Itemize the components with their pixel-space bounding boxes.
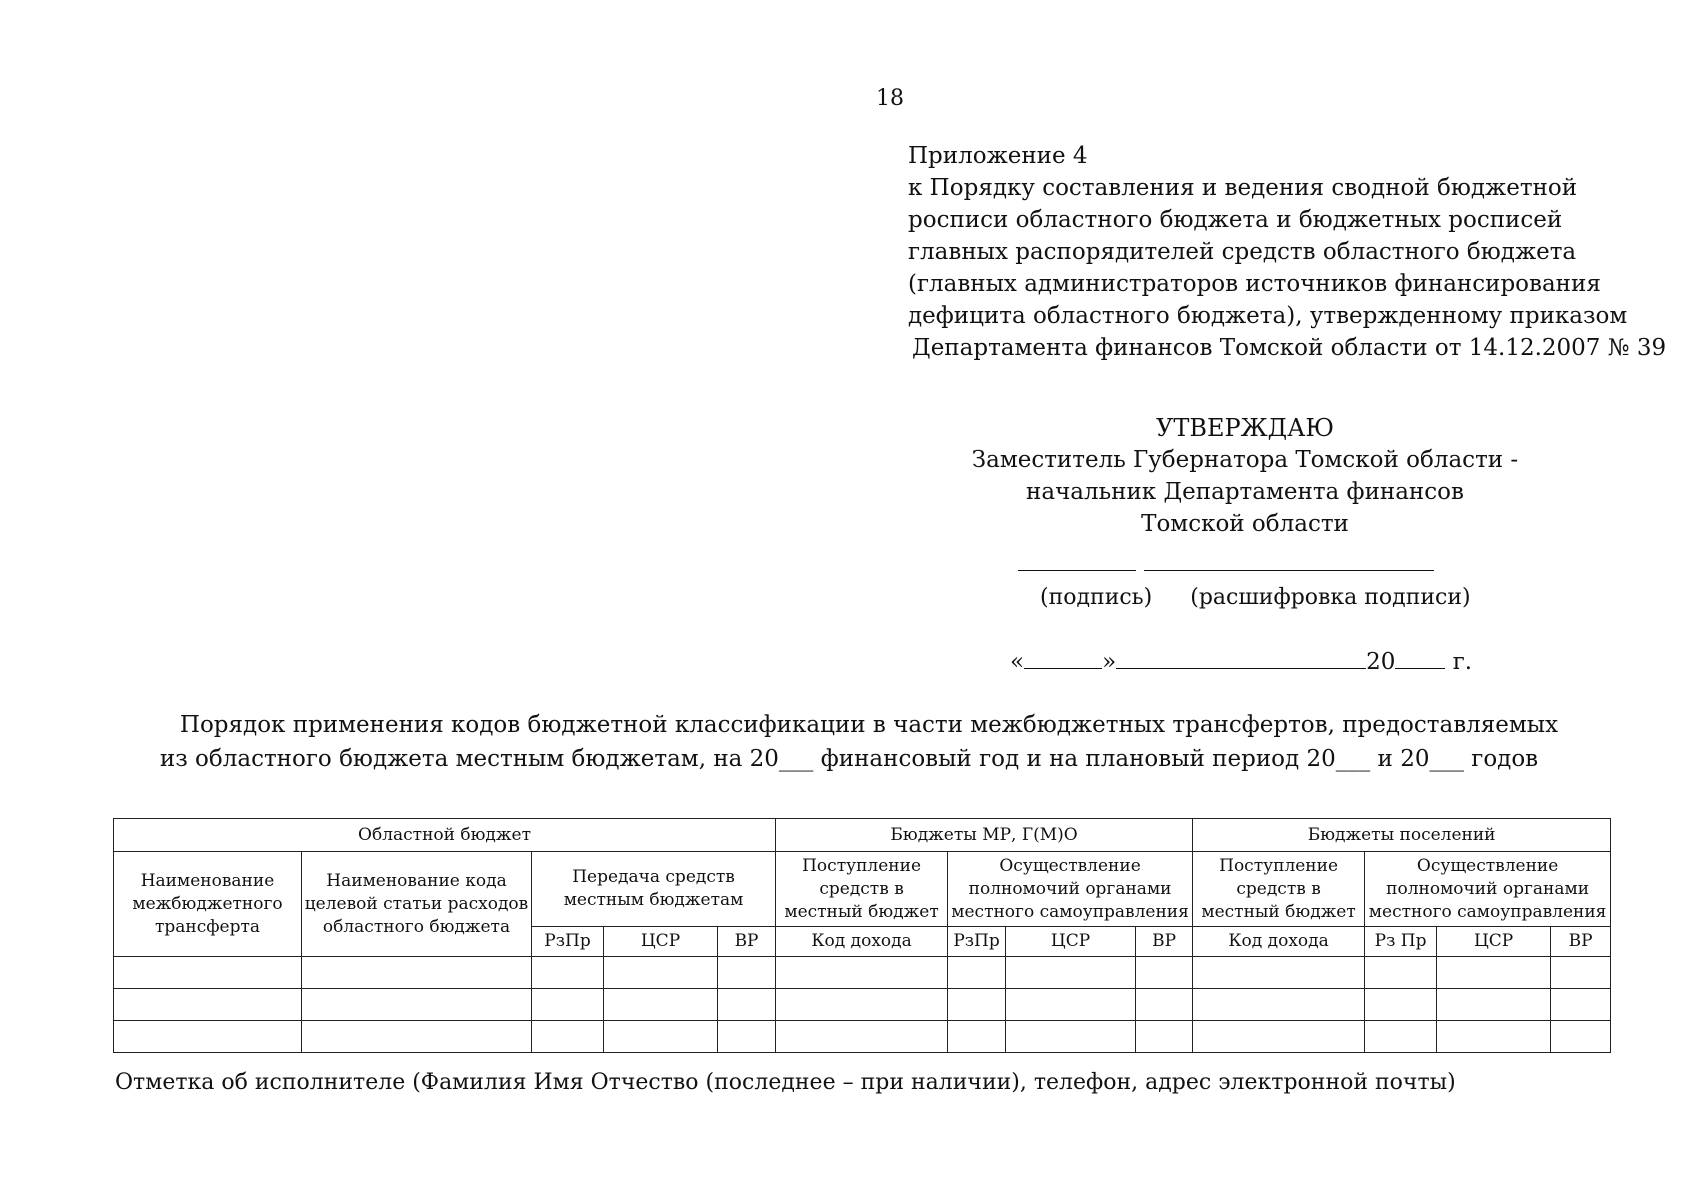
title-line: из областного бюджета местным бюджетам, на 20___ финансовый год и на плановый период 20___ и 20___ годов	[159, 746, 1539, 772]
date-open-quote: «	[1010, 649, 1025, 675]
table-cell[interactable]	[776, 989, 948, 1021]
appendix-line: Департамента финансов Томской области от 14.12.2007 № 39	[912, 335, 1667, 361]
table-cell[interactable]	[1136, 957, 1193, 989]
title-line: Порядок применения кодов бюджетной классификации в части межбюджетных трансфертов, предоставляемых	[179, 712, 1559, 738]
table-cell[interactable]	[776, 1021, 948, 1053]
appendix-reference	[908, 140, 1668, 364]
table-group-header-row	[114, 819, 1611, 852]
approval-date	[1010, 648, 1472, 675]
table-cell[interactable]	[114, 989, 302, 1021]
table-cell[interactable]	[532, 989, 604, 1021]
appendix-line: (главных администраторов источников финансирования	[908, 271, 1601, 297]
table-cell[interactable]	[1006, 989, 1136, 1021]
table-cell[interactable]	[1365, 1021, 1437, 1053]
signature-caption: (подпись)	[1040, 585, 1153, 610]
table-cell[interactable]	[1365, 957, 1437, 989]
table-cell[interactable]	[302, 989, 532, 1021]
table-cell[interactable]	[1193, 957, 1365, 989]
signature-lines	[0, 570, 1698, 572]
table-cell[interactable]	[302, 957, 532, 989]
table-cell[interactable]	[1437, 1021, 1551, 1053]
table-cell[interactable]	[604, 989, 718, 1021]
signature-field[interactable]	[1018, 570, 1136, 571]
table-cell[interactable]	[718, 957, 776, 989]
table-cell[interactable]	[1551, 1021, 1611, 1053]
header-settlements-revenue: Поступление средств в местный бюджет	[1193, 852, 1365, 927]
header-target-item-name: Наименование кода целевой статьи расходов областного бюджета	[302, 852, 532, 957]
executor-note: Отметка об исполнителе (Фамилия Имя Отчество (последнее – при наличии), телефон, адрес электронной почты)	[115, 1070, 1456, 1095]
table-cell[interactable]	[1437, 989, 1551, 1021]
header-code: РзПр	[948, 927, 1006, 957]
appendix-line: Приложение 4	[908, 143, 1088, 169]
header-mr-powers: Осуществление полномочий органами местного самоуправления	[948, 852, 1193, 927]
header-code: Рз Пр	[1365, 927, 1437, 957]
table-cell[interactable]	[948, 957, 1006, 989]
year-prefix: 20	[1366, 649, 1396, 675]
group-header-settlements: Бюджеты поселений	[1193, 819, 1611, 852]
approver-position-line: Заместитель Губернатора Томской области -	[971, 447, 1519, 473]
header-transfer-to-local: Передача средств местным бюджетам	[532, 852, 776, 927]
group-header-oblast: Областной бюджет	[114, 819, 776, 852]
header-transfer-name: Наименование межбюджетного трансферта	[114, 852, 302, 957]
year-suffix: г.	[1452, 649, 1473, 675]
table-cell[interactable]	[1193, 989, 1365, 1021]
header-code: РзПр	[532, 927, 604, 957]
day-field[interactable]	[1024, 648, 1102, 669]
appendix-line: росписи областного бюджета и бюджетных росписей	[908, 207, 1563, 233]
table-cell[interactable]	[532, 1021, 604, 1053]
table-cell[interactable]	[718, 989, 776, 1021]
table-row	[114, 957, 1611, 989]
table-cell[interactable]	[1193, 1021, 1365, 1053]
appendix-line: дефицита областного бюджета), утвержденному приказом	[908, 303, 1628, 329]
signature-decoding-field[interactable]	[1144, 570, 1434, 571]
table-cell[interactable]	[532, 957, 604, 989]
table-cell[interactable]	[114, 957, 302, 989]
header-revenue-code: Код дохода	[776, 927, 948, 957]
table-cell[interactable]	[114, 1021, 302, 1053]
header-revenue-code: Код дохода	[1193, 927, 1365, 957]
appendix-line: к Порядку составления и ведения сводной бюджетной	[908, 175, 1578, 201]
header-code: ВР	[718, 927, 776, 957]
header-code: ВР	[1551, 927, 1611, 957]
header-code: ЦСР	[1006, 927, 1136, 957]
table-cell[interactable]	[1551, 989, 1611, 1021]
table-cell[interactable]	[1006, 957, 1136, 989]
table-cell[interactable]	[604, 1021, 718, 1053]
table-cell[interactable]	[1437, 957, 1551, 989]
approval-block	[960, 412, 1530, 540]
header-code: ВР	[1136, 927, 1193, 957]
header-code: ЦСР	[604, 927, 718, 957]
header-settlements-powers: Осуществление полномочий органами местного самоуправления	[1365, 852, 1611, 927]
signature-decoding-caption: (расшифровка подписи)	[1190, 585, 1471, 610]
appendix-line: главных распорядителей средств областного бюджета	[908, 239, 1577, 265]
budget-codes-table	[113, 818, 1611, 1053]
group-header-mr: Бюджеты МР, Г(М)О	[776, 819, 1193, 852]
month-field[interactable]	[1116, 648, 1366, 669]
header-mr-revenue: Поступление средств в местный бюджет	[776, 852, 948, 927]
signature-captions	[1040, 585, 1540, 610]
table-cell[interactable]	[948, 989, 1006, 1021]
table-cell[interactable]	[948, 1021, 1006, 1053]
date-close-quote: »	[1102, 649, 1117, 675]
page-number: 18	[876, 86, 904, 111]
table-cell[interactable]	[1136, 1021, 1193, 1053]
table-cell[interactable]	[604, 957, 718, 989]
table-cell[interactable]	[718, 1021, 776, 1053]
table-cell[interactable]	[1365, 989, 1437, 1021]
table-row	[114, 1021, 1611, 1053]
table-header-row	[114, 852, 1611, 927]
table-cell[interactable]	[1136, 989, 1193, 1021]
approval-heading: УТВЕРЖДАЮ	[1156, 414, 1334, 442]
approver-position-line: начальник Департамента финансов	[1026, 479, 1464, 505]
document-title	[0, 708, 1698, 776]
table-cell[interactable]	[776, 957, 948, 989]
year-field[interactable]	[1395, 648, 1445, 669]
table-row	[114, 989, 1611, 1021]
header-code: ЦСР	[1437, 927, 1551, 957]
approver-position-line: Томской области	[1141, 511, 1349, 537]
table-cell[interactable]	[302, 1021, 532, 1053]
table-cell[interactable]	[1006, 1021, 1136, 1053]
table-cell[interactable]	[1551, 957, 1611, 989]
